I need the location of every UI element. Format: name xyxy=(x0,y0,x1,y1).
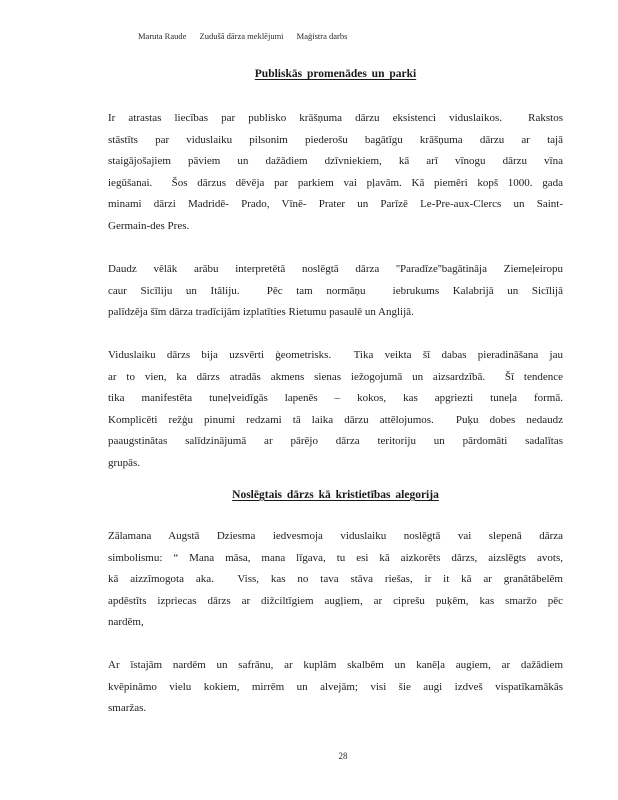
text-line: smaržas. xyxy=(108,702,147,714)
text-line: iegūšanai. Šos dārzus dēvēja par parkiem vai pļavām. Kā piemēri kopš 1000. gada xyxy=(108,176,563,189)
text-line: grupās. xyxy=(108,456,141,469)
text-line: apdēstīts izpriecas dārzs ar dižciltīgiem augļiem, ar ciprešu puķēm, kas smaržo pēc xyxy=(108,594,563,607)
section-heading-public-promenades: Publiskās promenādes un parki xyxy=(254,68,417,80)
text-line: Germain-des Pres. xyxy=(108,219,190,232)
text-line: kā aizzīmogota aka. Viss, kas no tava stāva riešas, ir it kā ar granātābelēm xyxy=(108,573,563,585)
section-heading-enclosed-garden: Noslēgtais dārzs kā kristietības alegorija xyxy=(232,489,439,501)
text-line: nardēm, xyxy=(108,616,144,628)
text-line: tika manifestēta tuneļveidīgās lapenēs – kokos, kas apgriezti tuneļa formā. xyxy=(108,392,563,404)
text-line: simbolismu: “ Mana māsa, mana līgava, tu esi kā aizkorēts dārzs, aizslēgts avots, xyxy=(108,551,563,564)
text-line: caur Sicīliju un Itāliju. Pēc tam normāņu iebrukums Kalabrijā un Sicīlijā xyxy=(108,284,563,297)
paragraph xyxy=(108,108,563,237)
text-line: Komplicēti režģu pinumi redzami tā laika dārzu attēlojumos. Puķu dobes nedaudz xyxy=(108,413,563,426)
text-line: stāstīts par viduslaiku pilsonim piederošu bagātīgu krāšņuma dārzu ar tajā xyxy=(108,133,563,146)
text-line: ar to vien, ka dārzs atradās akmens sienas iežogojumā un aizsardzībā. Šī tendence xyxy=(108,370,563,383)
header-work-title: Zudušā dārza meklējumi xyxy=(199,31,284,41)
paragraph xyxy=(108,345,563,474)
paragraph xyxy=(108,655,563,720)
text-line: Zālamana Augstā Dziesma iedvesmoja viduslaiku noslēgtā vai slepenā dārza xyxy=(108,530,563,542)
running-header xyxy=(138,31,358,41)
text-line: Viduslaiku dārzs bija uzsvērti ģeometrisks. Tika veikta šī dabas pieradināšana jau xyxy=(108,349,563,361)
text-line: minami dārzi Madridē- Prado, Vīnē- Prater un Parīzē Le-Pre-aux-Clercs un Saint- xyxy=(108,198,563,210)
text-line: Ar īstajām nardēm un safrānu, ar kuplām skalbēm un kanēļa augiem, ar dažādiem xyxy=(108,659,563,671)
text-line: palīdzēja šīm dārza tradīcijām izplatīties Rietumu pasaulē un Anglijā. xyxy=(108,306,414,318)
header-work-type: Maģistra darbs xyxy=(296,31,348,41)
text-line: Daudz vēlāk arābu interpretētā noslēgtā dārza ''Paradīze''bagātināja Ziemeļeiropu xyxy=(108,263,563,275)
header-author: Maruta Raude xyxy=(138,31,187,41)
text-line: staigājošajiem pāviem un dažādiem dzīvniekiem, kā arī vīnogu dārzu vīna xyxy=(108,155,563,167)
text-line: Ir atrastas liecības par publisko krāšņuma dārzu eksistenci viduslaikos. Rakstos xyxy=(108,112,563,124)
page-number: 28 xyxy=(338,751,348,761)
text-line: kvēpināmo vielu kokiem, mirrēm un alvejām; visi šie augi izdveš vispatīkamākās xyxy=(108,680,563,693)
paragraph xyxy=(108,259,563,324)
paragraph xyxy=(108,526,563,634)
text-line: paaugstinātas salīdzinājumā ar pārējo dārza teritoriju un pārdomāti sadalītas xyxy=(108,435,563,447)
